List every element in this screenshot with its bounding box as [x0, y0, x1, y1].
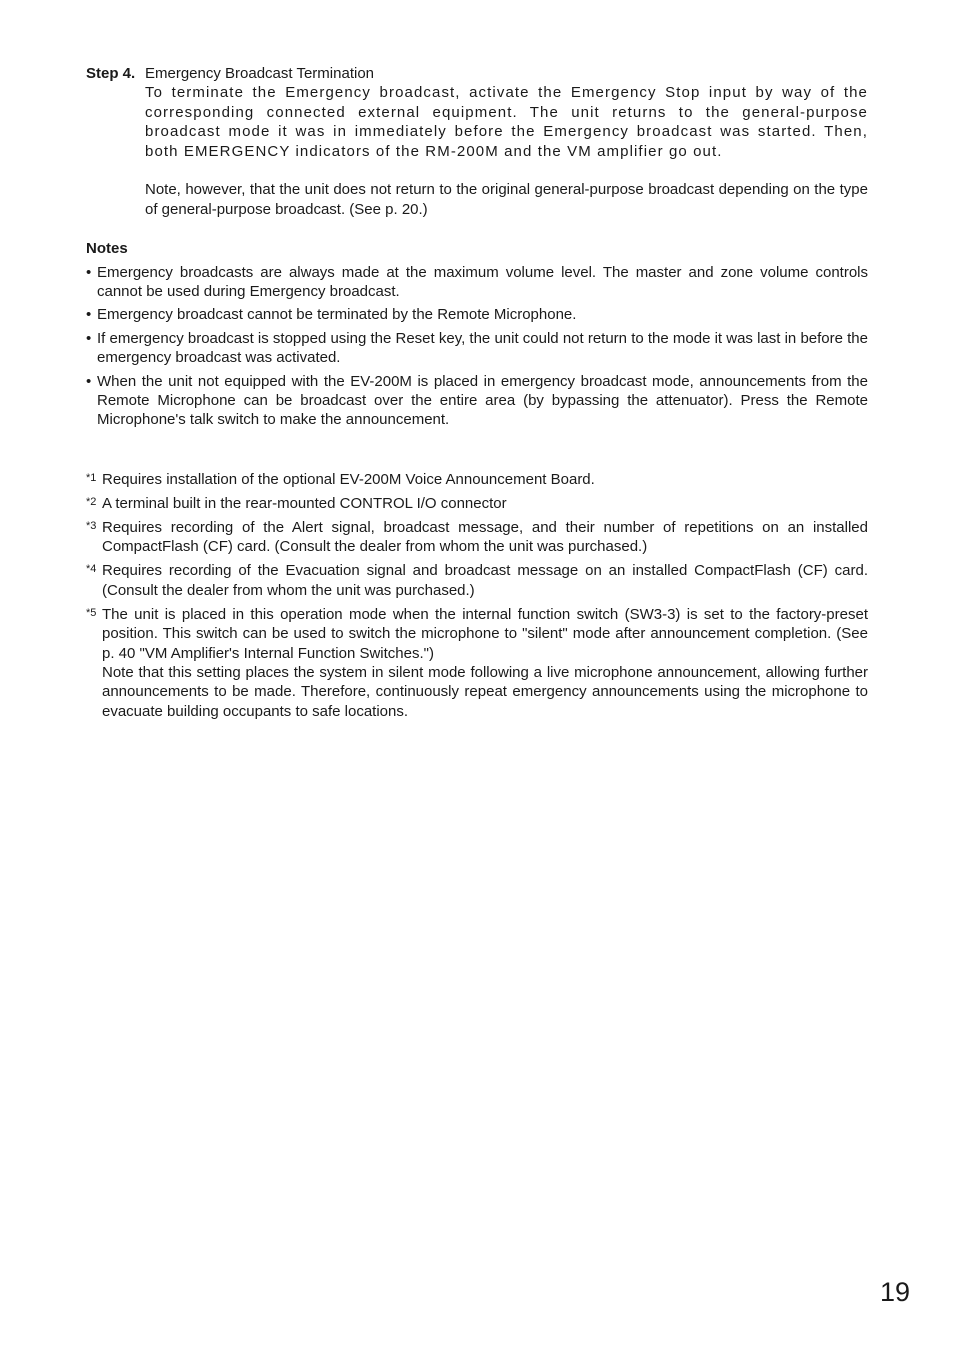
step-label: Step 4.: [86, 65, 136, 82]
note-item: [86, 372, 868, 430]
step-paragraph: To terminate the Emergency broadcast, activate the Emergency Stop input by way of the corresponding connected external equipment. The unit returns to the general-purpose broadcast mode it was in immediately before the Emergency broadcast was started. Then, both EMERGENCY indicators of the RM-200M and the VM amplifier go out.: [145, 84, 868, 160]
note-item: [86, 305, 868, 324]
note-text: Emergency broadcast cannot be terminated by the Remote Microphone.: [97, 306, 577, 324]
bullet-icon: •: [86, 329, 92, 347]
note-text: If emergency broadcast is stopped using the Reset key, the unit could not return to the mode it was last in before the emergency broadcast was activated.: [97, 329, 868, 367]
footnote-mark: *4: [86, 563, 97, 576]
footnote: [86, 494, 868, 513]
footnote: [86, 470, 868, 489]
footnote-text: The unit is placed in this operation mode when the internal function switch (SW3-3) is set to the factory-preset position. This switch can be used to switch the microphone to "silent" mode after announcement completion. (See p. 40 "VM Amplifier's Internal Function Switches."): [102, 605, 868, 662]
footnote-mark: *2: [86, 495, 97, 508]
footnote: [86, 518, 868, 557]
note-item: [86, 329, 868, 368]
bullet-icon: •: [86, 306, 92, 324]
notes-list: [86, 263, 868, 430]
page-content: [86, 64, 868, 726]
footnote-mark: *1: [86, 471, 97, 484]
step-paragraph: Note, however, that the unit does not return to the original general-purpose broadcast depending on the type of general-purpose broadcast. (See p. 20.): [145, 181, 868, 218]
notes-title: Notes: [86, 240, 128, 258]
note-text: When the unit not equipped with the EV-200M is placed in emergency broadcast mode, announcements from the Remote Microphone can be broadcast over the entire area (by bypassing the attenuator). Press the Remote Microphone's talk switch to make the announcement.: [97, 372, 868, 429]
bullet-icon: •: [86, 372, 92, 390]
bullet-icon: •: [86, 263, 92, 281]
step-heading: [86, 64, 868, 83]
footnote-mark: *3: [86, 519, 97, 532]
footnote-text: Requires recording of the Alert signal, broadcast message, and their number of repetitions on an installed CompactFlash (CF) card. (Consult the dealer from whom the unit was purchased.): [102, 518, 868, 556]
footnote: [86, 605, 868, 721]
footnote-text: Requires installation of the optional EV-200M Voice Announcement Board.: [102, 470, 595, 488]
footnote-text: Requires recording of the Evacuation signal and broadcast message on an installed CompactFlash (CF) card. (Consult the dealer from whom the unit was purchased.): [102, 562, 868, 599]
footnote-mark: *5: [86, 606, 97, 619]
footnotes-section: [86, 470, 868, 721]
footnote-text: A terminal built in the rear-mounted CONTROL I/O connector: [102, 494, 507, 512]
footnote-text: Note that this setting places the system in silent mode following a live microphone announcement, allowing further announcements to be made. Therefore, continuously repeat emergency announcements using the microphone to evacuate building occupants to safe locations.: [102, 663, 868, 720]
footnote: [86, 561, 868, 600]
step-body: [145, 83, 868, 219]
page-number: 19: [879, 1277, 910, 1307]
step-title: Emergency Broadcast Termination: [145, 65, 374, 82]
note-text: Emergency broadcasts are always made at the maximum volume level. The master and zone volume controls cannot be used during Emergency broadcast.: [97, 263, 868, 301]
step-section: [86, 64, 868, 219]
notes-section: [86, 239, 868, 430]
note-item: [86, 263, 868, 302]
